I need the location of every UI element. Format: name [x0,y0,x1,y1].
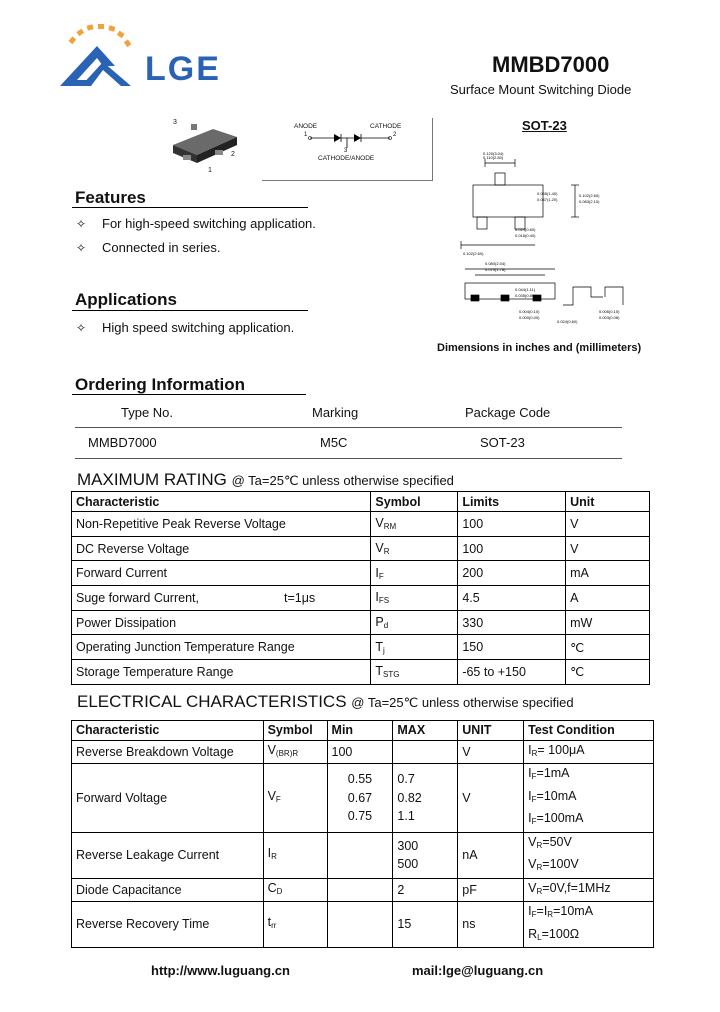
svg-text:0.003(0.08): 0.003(0.08) [599,315,620,320]
dimension-drawing [455,145,635,335]
svg-text:0.120(3.04): 0.120(3.04) [483,151,504,156]
package-illustration [165,115,255,180]
svg-text:0.083(2.10): 0.083(2.10) [579,199,600,204]
unit-cell: nA [458,832,524,878]
symbol-cell: $C_D$ [263,878,327,902]
sch-pin2-label: 2 [393,132,397,138]
feature-item: ✧ Connected in series. [76,240,221,255]
table-row [72,512,650,537]
char-cell: Non-Repetitive Peak Reverse Voltage [72,512,371,537]
ordering-marking-value: M5C [320,435,348,450]
part-subtitle: Surface Mount Switching Diode [450,82,632,97]
condition-cell: $V_R=50V$ $V_R=100V$ [524,832,654,878]
header-unit: UNIT [458,721,524,741]
anode-label: ANODE [294,123,318,130]
table-row [72,561,650,586]
symbol-cell: $I_{FS}$ [371,586,458,611]
header-max: MAX [393,721,458,741]
limit-cell: 330 [458,610,566,635]
char-cell: Forward Current [72,561,371,586]
ordering-title: Ordering Information [75,375,245,394]
limit-cell: 100 [458,536,566,561]
char-cell: Reverse Breakdown Voltage [72,740,264,764]
logo-text: LGE [145,50,221,88]
ordering-rule-bottom [75,458,622,459]
table-row [72,878,654,902]
symbol-cell: $P_d$ [371,610,458,635]
table-row [72,740,654,764]
condition-cell: $I_F=I_R=10mA$ $R_L=100\Omega$ [524,902,654,948]
logo-mark-icon [55,22,145,92]
table-row [72,586,650,611]
svg-text:0.102(2.60): 0.102(2.60) [463,251,484,256]
char-cell: Reverse Recovery Time [72,902,264,948]
pin1-label: 1 [208,167,212,174]
char-cell: Operating Junction Temperature Range [72,635,371,660]
pin2-label: 2 [231,151,235,158]
char-cell: Power Dissipation [72,610,371,635]
max-cell: 2 [393,878,458,902]
application-item: ✧ High speed switching application. [76,320,295,335]
header-unit: Unit [566,492,650,512]
unit-cell: V [566,512,650,537]
min-cell: 0.55 0.67 0.75 [327,764,393,833]
unit-cell: ns [458,902,524,948]
ordering-rule [75,427,622,428]
svg-text:0.110(2.80): 0.110(2.80) [483,155,504,160]
char-cell: DC Reverse Voltage [72,536,371,561]
electrical-title: ELECTRICAL CHARACTERISTICS [77,692,347,711]
char-cell: Forward Voltage [72,764,264,833]
applications-title: Applications [75,290,178,309]
max-cell: 0.7 0.82 1.1 [393,764,458,833]
header-characteristic: Characteristic [72,721,264,741]
unit-cell: A [566,586,650,611]
svg-text:0.044(1.11): 0.044(1.11) [515,287,536,292]
char-cell: Reverse Leakage Current [72,832,264,878]
header-test-condition: Test Condition [524,721,654,741]
limit-cell: 4.5 [458,586,566,611]
electrical-condition: @ Ta=25℃ unless otherwise specified [351,695,574,710]
symbol-cell: $T_{STG}$ [371,660,458,685]
table-row [72,764,654,833]
char-cell: Suge forward Current, t=1μs [72,586,371,611]
ordering-package-value: SOT-23 [480,435,525,450]
applications-divider [72,310,308,311]
sch-pin3-label: 3 [344,148,348,154]
header-symbol: Symbol [263,721,327,741]
bullet-icon: ✧ [76,321,87,335]
limit-cell: 100 [458,512,566,537]
symbol-cell: $I_F$ [371,561,458,586]
cathode-anode-label: CATHODE/ANODE [318,155,375,162]
symbol-cell: $T_j$ [371,635,458,660]
svg-text:0.080(2.04): 0.080(2.04) [485,261,506,266]
electrical-table [71,720,654,948]
unit-cell: mW [566,610,650,635]
svg-text:0.102(2.60): 0.102(2.60) [579,193,600,198]
electrical-heading [77,692,574,712]
condition-cell: $V_R=0V,f=1MHz$ [524,878,654,902]
unit-cell: mA [566,561,650,586]
svg-text:0.000(0.00): 0.000(0.00) [519,315,540,320]
unit-cell: V [458,740,524,764]
limit-cell: 150 [458,635,566,660]
svg-text:0.004(0.10): 0.004(0.10) [519,309,540,314]
features-divider [72,207,308,208]
symbol-cell: $V_R$ [371,536,458,561]
max-cell: 15 [393,902,458,948]
condition-cell: $I_F=1mA$ $I_F=10mA$ $I_F=100mA$ [524,764,654,833]
pin3-label: 3 [173,119,177,126]
package-title: SOT-23 [522,118,567,133]
table-row [72,635,650,660]
char-cell: Diode Capacitance [72,878,264,902]
limit-cell: 200 [458,561,566,586]
ordering-header-package: Package Code [465,405,551,420]
unit-cell: ℃ [566,635,650,660]
cathode-label: CATHODE [370,123,402,130]
max-rating-condition: @ Ta=25℃ unless otherwise specified [231,473,454,488]
limit-cell: -65 to +150 [458,660,566,685]
char-cell: Storage Temperature Range [72,660,371,685]
max-cell [393,740,458,764]
footer-email-link[interactable]: mail:lge@luguang.cn [412,963,544,978]
sch-pin1-label: 1 [304,132,308,138]
min-cell [327,878,393,902]
header-limits: Limits [458,492,566,512]
footer-website-link[interactable]: http://www.luguang.cn [151,963,290,978]
ordering-header-type: Type No. [121,405,174,420]
part-number: MMBD7000 [492,52,610,77]
header-min: Min [327,721,393,741]
schematic-box [262,118,433,181]
condition-cell: $I_R= 100\mu A$ [524,740,654,764]
max-rating-heading [77,470,454,490]
header-symbol: Symbol [371,492,458,512]
ordering-header-marking: Marking [312,405,359,420]
svg-text:0.016(0.40): 0.016(0.40) [515,233,536,238]
svg-text:0.006(0.15): 0.006(0.15) [599,309,620,314]
max-rating-title: MAXIMUM RATING [77,470,227,489]
pulse-width: t=1μs [284,590,316,605]
table-row [72,832,654,878]
svg-text:0.055(1.40): 0.055(1.40) [537,191,558,196]
svg-text:0.047(1.20): 0.047(1.20) [537,197,558,202]
company-logo [55,22,235,92]
unit-cell: pF [458,878,524,902]
svg-text:0.070(1.78): 0.070(1.78) [485,267,506,272]
table-header-row [72,492,650,512]
svg-text:0.035(0.89): 0.035(0.89) [515,293,536,298]
symbol-cell: $V_{(BR)R}$ [263,740,327,764]
table-header-row [72,721,654,741]
feature-item: ✧ For high-speed switching application. [76,216,316,231]
min-cell: 100 [327,740,393,764]
min-cell [327,902,393,948]
unit-cell: V [458,764,524,833]
dimension-caption: Dimensions in inches and (millimeters) [437,342,642,354]
table-row [72,536,650,561]
svg-text:0.024(0.60): 0.024(0.60) [557,319,578,324]
symbol-cell: $V_F$ [263,764,327,833]
bullet-icon: ✧ [76,241,87,255]
table-row [72,902,654,948]
unit-cell: ℃ [566,660,650,685]
symbol-cell: $V_{RM}$ [371,512,458,537]
symbol-cell: $t_{rr}$ [263,902,327,948]
min-cell [327,832,393,878]
svg-text:0.024(0.60): 0.024(0.60) [515,227,536,232]
unit-cell: V [566,536,650,561]
ordering-divider [72,394,306,395]
table-row [72,610,650,635]
max-cell: 300 500 [393,832,458,878]
ordering-type-value: MMBD7000 [88,435,157,450]
max-rating-table [71,491,650,685]
features-title: Features [75,188,146,207]
bullet-icon: ✧ [76,217,87,231]
header-characteristic: Characteristic [72,492,371,512]
symbol-cell: $I_R$ [263,832,327,878]
table-row [72,660,650,685]
